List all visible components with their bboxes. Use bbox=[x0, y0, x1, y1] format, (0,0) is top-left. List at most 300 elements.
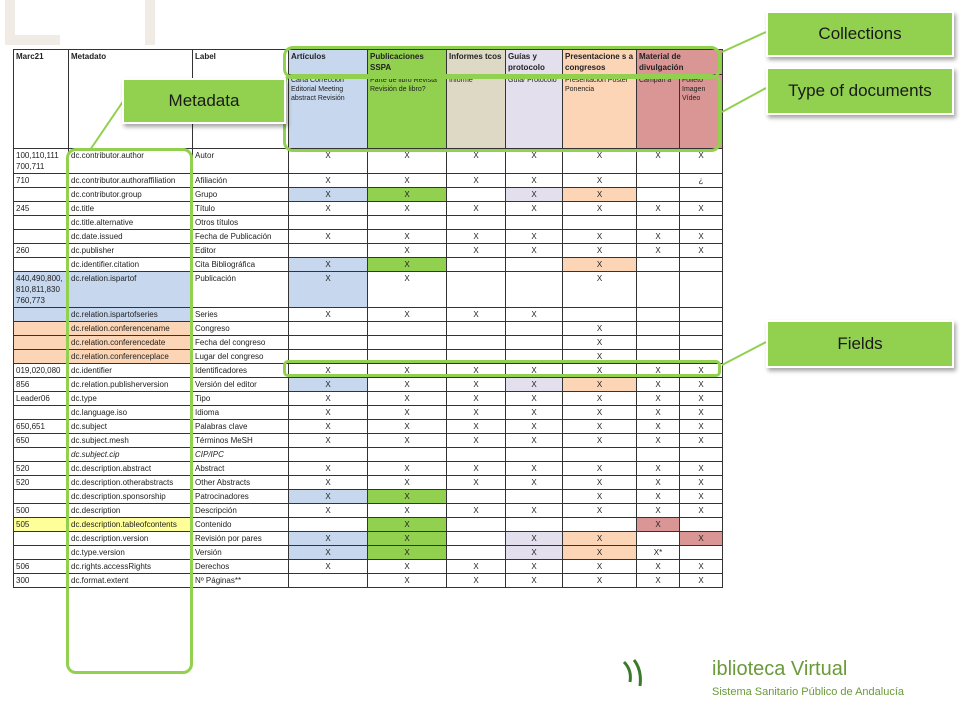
label-cell: Derechos bbox=[193, 560, 289, 574]
mark-cell: X bbox=[680, 420, 723, 434]
metadata-field-cell: dc.language.iso bbox=[69, 406, 193, 420]
mark-cell: X bbox=[563, 560, 637, 574]
metadata-field-cell: dc.description.otherabstracts bbox=[69, 476, 193, 490]
marc-code-cell bbox=[14, 308, 69, 322]
marc-code-cell bbox=[14, 532, 69, 546]
mark-cell bbox=[447, 532, 506, 546]
mark-cell: X bbox=[637, 378, 680, 392]
mark-cell: X bbox=[447, 174, 506, 188]
mark-cell: X bbox=[680, 392, 723, 406]
mark-cell: X bbox=[368, 462, 447, 476]
label-cell: Descripción bbox=[193, 504, 289, 518]
mark-cell bbox=[637, 532, 680, 546]
mark-cell: X bbox=[680, 490, 723, 504]
mark-cell: X bbox=[368, 364, 447, 378]
mark-cell bbox=[447, 272, 506, 308]
mark-cell bbox=[506, 322, 563, 336]
label-cell: Fecha de Publicación bbox=[193, 230, 289, 244]
metadata-field-cell: dc.description.abstract bbox=[69, 462, 193, 476]
types-informes: Informe bbox=[447, 75, 506, 149]
mark-cell bbox=[447, 216, 506, 230]
metadata-highlight bbox=[66, 148, 193, 674]
mark-cell bbox=[506, 518, 563, 532]
label-cell: Autor bbox=[193, 149, 289, 174]
label-cell: Series bbox=[193, 308, 289, 322]
metadata-field-cell: dc.relation.publisherversion bbox=[69, 378, 193, 392]
mark-cell: X bbox=[506, 244, 563, 258]
mark-cell bbox=[289, 322, 368, 336]
mark-cell bbox=[368, 322, 447, 336]
label-cell: Editor bbox=[193, 244, 289, 258]
mark-cell: X bbox=[637, 574, 680, 588]
marc-code-cell: 506 bbox=[14, 560, 69, 574]
mark-cell bbox=[680, 448, 723, 462]
mark-cell bbox=[680, 336, 723, 350]
mark-cell: X bbox=[563, 420, 637, 434]
metadata-field-cell: dc.title.alternative bbox=[69, 216, 193, 230]
marc-code-cell: 505 bbox=[14, 518, 69, 532]
mark-cell: X bbox=[368, 420, 447, 434]
mark-cell: X bbox=[506, 149, 563, 174]
mark-cell: X bbox=[368, 149, 447, 174]
collections-callout: Collections bbox=[766, 11, 954, 57]
label-cell: Other Abstracts bbox=[193, 476, 289, 490]
mark-cell: X bbox=[447, 462, 506, 476]
mark-cell: X bbox=[637, 202, 680, 216]
col-header-articulos: Artículos bbox=[289, 50, 368, 75]
label-cell: Idioma bbox=[193, 406, 289, 420]
mark-cell bbox=[637, 216, 680, 230]
mark-cell bbox=[506, 216, 563, 230]
mark-cell: X bbox=[289, 272, 368, 308]
mark-cell: X bbox=[563, 504, 637, 518]
mark-cell: X bbox=[563, 272, 637, 308]
mark-cell bbox=[289, 448, 368, 462]
metadata-field-cell: dc.relation.conferencedate bbox=[69, 336, 193, 350]
mark-cell bbox=[447, 336, 506, 350]
mark-cell bbox=[289, 216, 368, 230]
mark-cell bbox=[506, 272, 563, 308]
mark-cell: X bbox=[637, 462, 680, 476]
mark-cell bbox=[680, 272, 723, 308]
metadata-field-cell: dc.title bbox=[69, 202, 193, 216]
label-cell: Contenido bbox=[193, 518, 289, 532]
marc-code-cell: 520 bbox=[14, 462, 69, 476]
mark-cell: X bbox=[289, 532, 368, 546]
mark-cell bbox=[563, 518, 637, 532]
mark-cell: X bbox=[506, 420, 563, 434]
mark-cell bbox=[563, 448, 637, 462]
marc-code-cell bbox=[14, 188, 69, 202]
mark-cell bbox=[637, 188, 680, 202]
metadata-field-cell: dc.relation.conferencename bbox=[69, 322, 193, 336]
mark-cell: X bbox=[368, 188, 447, 202]
marc-code-cell: 100,110,111 700,711 bbox=[14, 149, 69, 174]
mark-cell bbox=[637, 336, 680, 350]
mark-cell: X bbox=[680, 462, 723, 476]
mark-cell bbox=[289, 574, 368, 588]
mark-cell: X bbox=[637, 476, 680, 490]
mark-cell: X bbox=[506, 202, 563, 216]
marc-code-cell: 440,490,800, 810,811,830 760,773 bbox=[14, 272, 69, 308]
mark-cell: X bbox=[680, 532, 723, 546]
mark-cell: X bbox=[563, 392, 637, 406]
mark-cell: X bbox=[289, 406, 368, 420]
mark-cell: X bbox=[637, 230, 680, 244]
marc-code-cell: 710 bbox=[14, 174, 69, 188]
marc-code-cell bbox=[14, 448, 69, 462]
marc-code-cell bbox=[14, 216, 69, 230]
mark-cell bbox=[289, 336, 368, 350]
label-cell: Lugar del congreso bbox=[193, 350, 289, 364]
mark-cell: X bbox=[563, 188, 637, 202]
mark-cell bbox=[680, 216, 723, 230]
mark-cell: X bbox=[368, 476, 447, 490]
mark-cell: X bbox=[289, 258, 368, 272]
mark-cell: X bbox=[563, 258, 637, 272]
types-articulos: Carta Corrección Editorial Meeting abstract Revisión bbox=[289, 75, 368, 149]
mark-cell: X bbox=[563, 350, 637, 364]
mark-cell: X bbox=[563, 244, 637, 258]
biblioteca-virtual-logo bbox=[620, 640, 960, 720]
col-header-guias: Guías y protocolo bbox=[506, 50, 563, 75]
mark-cell: X bbox=[368, 244, 447, 258]
mark-cell: X bbox=[368, 406, 447, 420]
metadata-field-cell: dc.subject.mesh bbox=[69, 434, 193, 448]
mark-cell: X bbox=[506, 434, 563, 448]
mark-cell: X bbox=[563, 532, 637, 546]
mark-cell: X bbox=[447, 434, 506, 448]
mark-cell: X bbox=[637, 149, 680, 174]
mark-cell: X bbox=[563, 336, 637, 350]
label-cell: Patrocinadores bbox=[193, 490, 289, 504]
mark-cell: X bbox=[506, 378, 563, 392]
col-header-metadato: Metadato bbox=[69, 50, 193, 149]
mark-cell bbox=[680, 518, 723, 532]
mark-cell: X bbox=[447, 202, 506, 216]
metadata-field-cell: dc.description.tableofcontents bbox=[69, 518, 193, 532]
marc-code-cell bbox=[14, 350, 69, 364]
marc-code-cell: 500 bbox=[14, 504, 69, 518]
metadata-field-cell: dc.rights.accessRights bbox=[69, 560, 193, 574]
mark-cell bbox=[563, 308, 637, 322]
label-cell: Abstract bbox=[193, 462, 289, 476]
marc-code-cell bbox=[14, 336, 69, 350]
mark-cell: X bbox=[563, 406, 637, 420]
mark-cell: X bbox=[368, 560, 447, 574]
mark-cell: X bbox=[447, 392, 506, 406]
mark-cell: X bbox=[563, 462, 637, 476]
mark-cell: X bbox=[563, 230, 637, 244]
label-cell: Nº Páginas** bbox=[193, 574, 289, 588]
mark-cell: X bbox=[447, 308, 506, 322]
metadata-field-cell: dc.type bbox=[69, 392, 193, 406]
mark-cell bbox=[506, 490, 563, 504]
mark-cell: X bbox=[506, 504, 563, 518]
logo-subtitle: Sistema Sanitario Público de Andalucía bbox=[712, 686, 905, 698]
mark-cell: X bbox=[637, 560, 680, 574]
metadata-field-cell: dc.subject bbox=[69, 420, 193, 434]
mark-cell: X bbox=[447, 378, 506, 392]
mark-cell: X bbox=[680, 476, 723, 490]
mark-cell: X bbox=[680, 244, 723, 258]
mark-cell bbox=[447, 546, 506, 560]
mark-cell bbox=[289, 244, 368, 258]
mark-cell: X bbox=[563, 364, 637, 378]
types-callout: Type of documents bbox=[766, 67, 954, 115]
col-header-publicaciones: Publicaciones SSPA bbox=[368, 50, 447, 75]
mark-cell: X bbox=[368, 532, 447, 546]
mark-cell: X bbox=[289, 560, 368, 574]
label-cell: CIP/IPC bbox=[193, 448, 289, 462]
logo-title: iblioteca Virtual bbox=[712, 658, 848, 680]
mark-cell: X bbox=[368, 258, 447, 272]
mark-cell: X bbox=[637, 518, 680, 532]
label-cell: Fecha del congreso bbox=[193, 336, 289, 350]
mark-cell: X bbox=[680, 378, 723, 392]
marc-code-cell: 260 bbox=[14, 244, 69, 258]
metadata-field-cell: dc.description bbox=[69, 504, 193, 518]
metadata-field-cell: dc.subject.cip bbox=[69, 448, 193, 462]
mark-cell: X bbox=[680, 202, 723, 216]
marc-code-cell bbox=[14, 322, 69, 336]
label-cell: Términos MeSH bbox=[193, 434, 289, 448]
mark-cell: X bbox=[680, 230, 723, 244]
marc-code-cell bbox=[14, 258, 69, 272]
mark-cell: X bbox=[563, 174, 637, 188]
marc-code-cell bbox=[14, 406, 69, 420]
mark-cell: X bbox=[563, 202, 637, 216]
mark-cell: X bbox=[289, 230, 368, 244]
mark-cell: ¿ bbox=[680, 174, 723, 188]
marc-code-cell bbox=[14, 490, 69, 504]
mark-cell: X bbox=[563, 546, 637, 560]
mark-cell: X bbox=[368, 272, 447, 308]
mark-cell: X bbox=[368, 504, 447, 518]
mark-cell: X bbox=[506, 392, 563, 406]
mark-cell: X bbox=[637, 244, 680, 258]
types-presentaciones: Presentación Póster Ponencia bbox=[563, 75, 637, 149]
mark-cell: X bbox=[447, 230, 506, 244]
mark-cell bbox=[680, 322, 723, 336]
mark-cell: X bbox=[563, 434, 637, 448]
mark-cell: X bbox=[289, 149, 368, 174]
label-cell: Identificadores bbox=[193, 364, 289, 378]
mark-cell: X bbox=[637, 406, 680, 420]
label-cell: Título bbox=[193, 202, 289, 216]
mark-cell bbox=[447, 518, 506, 532]
metadata-field-cell: dc.description.sponsorship bbox=[69, 490, 193, 504]
mark-cell: X bbox=[368, 202, 447, 216]
mark-cell: X bbox=[447, 560, 506, 574]
label-cell: Grupo bbox=[193, 188, 289, 202]
mark-cell bbox=[289, 518, 368, 532]
mark-cell: X bbox=[563, 476, 637, 490]
mark-cell: X bbox=[680, 406, 723, 420]
col-header-marc21: Marc21 bbox=[14, 50, 69, 149]
mark-cell bbox=[447, 258, 506, 272]
mark-cell: X bbox=[506, 574, 563, 588]
mark-cell: X bbox=[506, 364, 563, 378]
mark-cell: X bbox=[368, 174, 447, 188]
mark-cell: X bbox=[447, 476, 506, 490]
metadata-field-cell: dc.format.extent bbox=[69, 574, 193, 588]
marc-code-cell bbox=[14, 230, 69, 244]
mark-cell: X bbox=[637, 434, 680, 448]
mark-cell: X bbox=[368, 392, 447, 406]
mark-cell: X bbox=[637, 490, 680, 504]
marc-code-cell: 856 bbox=[14, 378, 69, 392]
mark-cell: X bbox=[447, 504, 506, 518]
fields-highlight bbox=[283, 360, 721, 377]
mark-cell: X bbox=[680, 560, 723, 574]
metadata-field-cell: dc.type.version bbox=[69, 546, 193, 560]
mark-cell: X bbox=[289, 202, 368, 216]
mark-cell: X bbox=[637, 364, 680, 378]
mark-cell: X bbox=[637, 504, 680, 518]
logo-mark-icon bbox=[620, 656, 660, 696]
marc-code-cell: 650,651 bbox=[14, 420, 69, 434]
mark-cell bbox=[506, 336, 563, 350]
mark-cell: X bbox=[289, 504, 368, 518]
metadata-field-cell: dc.relation.ispartofseries bbox=[69, 308, 193, 322]
mark-cell: X bbox=[368, 308, 447, 322]
mark-cell bbox=[506, 258, 563, 272]
types-guias: Guía/ Protocolo bbox=[506, 75, 563, 149]
mark-cell bbox=[637, 448, 680, 462]
label-cell: Afiliación bbox=[193, 174, 289, 188]
col-header-material: Material de divulgación bbox=[637, 50, 723, 75]
metadata-callout: Metadata bbox=[122, 78, 286, 124]
mark-cell bbox=[368, 336, 447, 350]
mark-cell: X bbox=[368, 378, 447, 392]
mark-cell: X bbox=[368, 434, 447, 448]
marc-code-cell: 520 bbox=[14, 476, 69, 490]
mark-cell: X bbox=[289, 462, 368, 476]
mark-cell: X bbox=[368, 490, 447, 504]
label-cell: Cita Bibliográfica bbox=[193, 258, 289, 272]
metadata-field-cell: dc.identifier.citation bbox=[69, 258, 193, 272]
mark-cell bbox=[368, 448, 447, 462]
mark-cell bbox=[447, 188, 506, 202]
label-cell: Versión del editor bbox=[193, 378, 289, 392]
mark-cell: X bbox=[447, 574, 506, 588]
mark-cell bbox=[506, 448, 563, 462]
mark-cell bbox=[680, 188, 723, 202]
mark-cell: X bbox=[368, 518, 447, 532]
mark-cell: X bbox=[637, 392, 680, 406]
mark-cell: X bbox=[289, 420, 368, 434]
metadata-field-cell: dc.relation.ispartof bbox=[69, 272, 193, 308]
col-header-presentaciones: Presentacione s a congresos bbox=[563, 50, 637, 75]
types-highlight bbox=[283, 74, 721, 152]
mark-cell: X bbox=[289, 364, 368, 378]
mark-cell: X bbox=[506, 560, 563, 574]
mark-cell: X bbox=[506, 532, 563, 546]
metadata-field-cell: dc.date.issued bbox=[69, 230, 193, 244]
mark-cell: X bbox=[447, 149, 506, 174]
mark-cell bbox=[447, 448, 506, 462]
mark-cell: X* bbox=[637, 546, 680, 560]
mark-cell bbox=[447, 490, 506, 504]
label-cell: Palabras clave bbox=[193, 420, 289, 434]
mark-cell: X bbox=[289, 378, 368, 392]
col-header-informes: Informes tcos bbox=[447, 50, 506, 75]
mark-cell: X bbox=[289, 490, 368, 504]
types-folleto: Folleto Imagen Vídeo bbox=[680, 75, 723, 149]
metadata-field-cell: dc.contributor.authoraffiliation bbox=[69, 174, 193, 188]
metadata-field-cell: dc.publisher bbox=[69, 244, 193, 258]
mark-cell: X bbox=[447, 406, 506, 420]
metadata-field-cell: dc.relation.conferenceplace bbox=[69, 350, 193, 364]
label-cell: Publicación bbox=[193, 272, 289, 308]
types-campana: Campañ a bbox=[637, 75, 680, 149]
marc-code-cell bbox=[14, 546, 69, 560]
mark-cell: X bbox=[289, 392, 368, 406]
mark-cell: X bbox=[506, 230, 563, 244]
marc-code-cell: 650 bbox=[14, 434, 69, 448]
mark-cell: X bbox=[368, 230, 447, 244]
mark-cell: X bbox=[680, 574, 723, 588]
metadata-field-cell: dc.contributor.author bbox=[69, 149, 193, 174]
mark-cell bbox=[637, 272, 680, 308]
label-cell: Revisión por pares bbox=[193, 532, 289, 546]
mark-cell: X bbox=[680, 434, 723, 448]
label-cell: Tipo bbox=[193, 392, 289, 406]
mark-cell bbox=[680, 258, 723, 272]
types-publicaciones: Parte de libro Revista Revisión de libro? bbox=[368, 75, 447, 149]
mark-cell bbox=[563, 216, 637, 230]
metadata-field-cell: dc.description.version bbox=[69, 532, 193, 546]
mark-cell: X bbox=[563, 322, 637, 336]
label-cell: Congreso bbox=[193, 322, 289, 336]
mark-cell: X bbox=[637, 420, 680, 434]
metadata-field-cell: dc.identifier bbox=[69, 364, 193, 378]
label-cell: Versión bbox=[193, 546, 289, 560]
mark-cell: X bbox=[289, 174, 368, 188]
mark-cell: X bbox=[447, 244, 506, 258]
mark-cell bbox=[637, 322, 680, 336]
mark-cell: X bbox=[447, 364, 506, 378]
mark-cell: X bbox=[680, 364, 723, 378]
metadata-field-cell: dc.contributor.group bbox=[69, 188, 193, 202]
mark-cell: X bbox=[368, 574, 447, 588]
mark-cell bbox=[680, 546, 723, 560]
mark-cell bbox=[637, 174, 680, 188]
fields-callout: Fields bbox=[766, 320, 954, 368]
mark-cell: X bbox=[289, 188, 368, 202]
mark-cell: X bbox=[506, 308, 563, 322]
mark-cell: X bbox=[289, 308, 368, 322]
mark-cell: X bbox=[680, 149, 723, 174]
mark-cell: X bbox=[368, 546, 447, 560]
mark-cell: X bbox=[506, 406, 563, 420]
mark-cell: X bbox=[289, 434, 368, 448]
mark-cell: X bbox=[563, 378, 637, 392]
mark-cell bbox=[637, 258, 680, 272]
marc-code-cell: 019,020,080 bbox=[14, 364, 69, 378]
marc-code-cell: Leader06 bbox=[14, 392, 69, 406]
mark-cell: X bbox=[447, 420, 506, 434]
mark-cell: X bbox=[289, 476, 368, 490]
marc-code-cell: 245 bbox=[14, 202, 69, 216]
mark-cell: X bbox=[563, 490, 637, 504]
mark-cell: X bbox=[506, 462, 563, 476]
mark-cell bbox=[680, 308, 723, 322]
mark-cell bbox=[368, 216, 447, 230]
mark-cell: X bbox=[506, 546, 563, 560]
mark-cell: X bbox=[680, 504, 723, 518]
